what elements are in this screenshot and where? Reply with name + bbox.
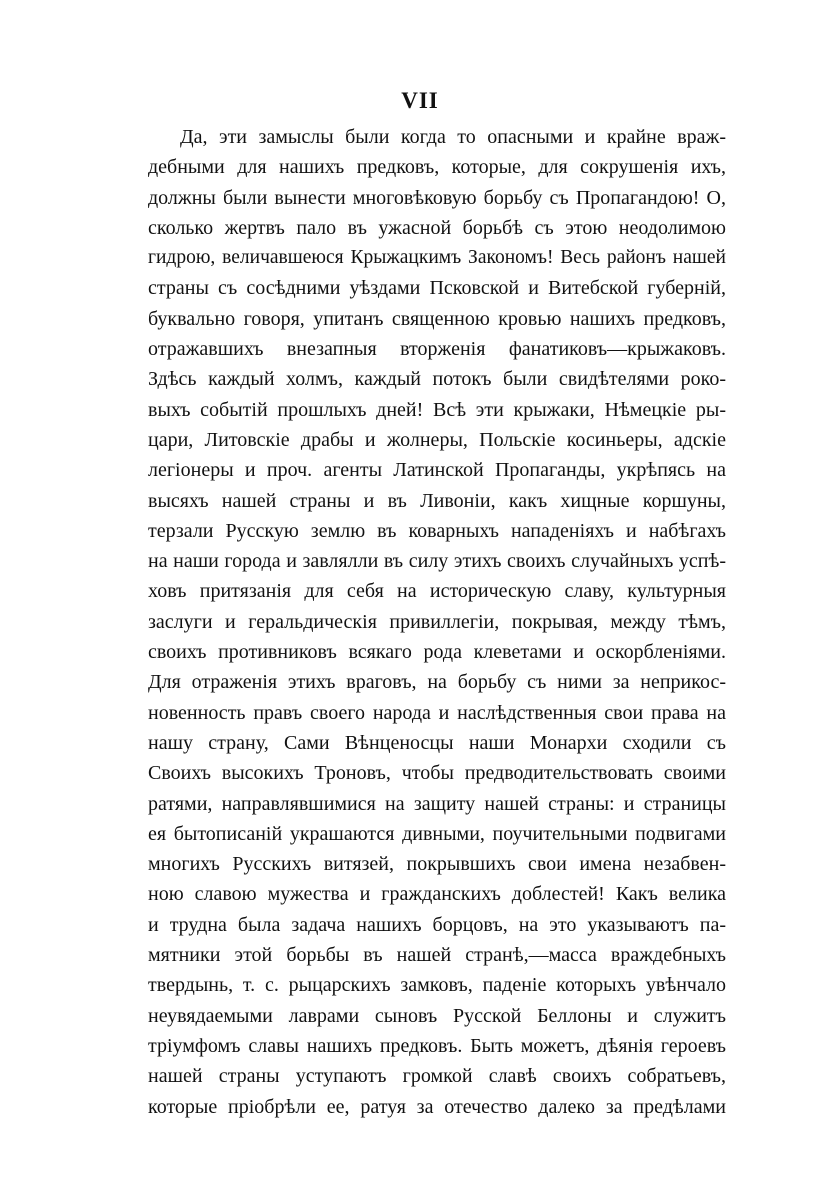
text-line: новенность правъ своего народа и наслѣдственныя свои права на	[148, 701, 726, 724]
text-line: многихъ Русскихъ витязей, покрывшихъ свои имена незабвен-	[148, 853, 726, 876]
text-line: страны съ сосѣдними уѣздами Псковской и Витебской губерній,	[148, 277, 726, 300]
text-line: высяхъ нашей страны и въ Ливоніи, какъ хищные коршуны,	[148, 489, 726, 512]
text-line: легіонеры и проч. агенты Латинской Пропаганды, укрѣпясь на	[148, 459, 726, 482]
text-line: сколько жертвъ пало въ ужасной борьбѣ съ этою неодолимою	[148, 216, 726, 239]
page-number: VII	[401, 88, 439, 113]
text-line: терзали Русскую землю въ коварныхъ нападеніяхъ и набѣгахъ	[148, 519, 726, 542]
text-line: заслуги и геральдическія привиллегіи, покрывая, между тѣмъ,	[148, 610, 726, 633]
text-line: которые пріобрѣли ее, ратуя за отечество далеко за предѣлами	[148, 1095, 726, 1118]
text-line: Да, эти замыслы были когда то опасными и крайне враж-	[180, 126, 726, 148]
text-line: и трудна была задача нашихъ борцовъ, на это указываютъ па-	[148, 913, 726, 936]
text-line: нашу страну, Сами Вѣнценосцы наши Монархи сходили съ	[148, 731, 726, 754]
text-line: твердынь, т. с. рыцарскихъ замковъ, паденіе которыхъ увѣнчало	[148, 974, 726, 997]
text-line: дебными для нашихъ предковъ, которые, для сокрушенія ихъ,	[148, 156, 726, 179]
text-line: ратями, направлявшимися на защиту нашей страны: и страницы	[148, 792, 726, 815]
text-line: ховъ притязанія для себя на историческую славу, культурныя	[148, 580, 726, 603]
text-line: мятники этой борьбы въ нашей странѣ,—масса враждебныхъ	[148, 944, 726, 967]
text-line: Здѣсь каждый холмъ, каждый потокъ были свидѣтелями роко-	[148, 368, 726, 391]
text-line: нашей страны уступаютъ громкой славѣ своихъ собратьевъ,	[148, 1065, 726, 1088]
text-line: буквально говоря, упитанъ священною кровью нашихъ предковъ,	[148, 307, 726, 330]
text-line: Своихъ высокихъ Троновъ, чтобы предводительствовать своими	[148, 762, 726, 785]
text-line: отражавшихъ внезапныя вторженія фанатиковъ—крыжаковъ.	[148, 338, 726, 361]
text-line: своихъ противниковъ всякаго рода клеветами и оскорбленіями.	[148, 641, 726, 664]
text-line: на наши города и завлялли въ силу этихъ своихъ случайныхъ успѣ-	[148, 550, 726, 573]
text-line: выхъ событій прошлыхъ дней! Всѣ эти крыжаки, Нѣмецкіе ры-	[148, 398, 726, 421]
text-line: ея бытописаній украшаются дивными, поучительными подвигами	[148, 822, 726, 845]
body-text	[148, 122, 726, 1122]
text-line: должны были вынести многовѣковую борьбу съ Пропагандою! О,	[148, 186, 726, 209]
text-line: цари, Литовскіе драбы и жолнеры, Польскіе косиньеры, адскіе	[148, 428, 726, 451]
text-line: гидрою, величавшеюся Крыжацкимъ Закономъ! Весь районъ нашей	[148, 247, 726, 269]
text-line: Для отраженія этихъ враговъ, на борьбу съ ними за неприкос-	[148, 671, 726, 694]
text-line: неувядаемыми лаврами сыновъ Русской Беллоны и служитъ	[148, 1004, 726, 1027]
text-line: ною славою мужества и гражданскихъ доблестей! Какъ велика	[148, 883, 726, 906]
text-line: тріумфомъ славы нашихъ предковъ. Быть можетъ, дѣянія героевъ	[148, 1034, 726, 1057]
